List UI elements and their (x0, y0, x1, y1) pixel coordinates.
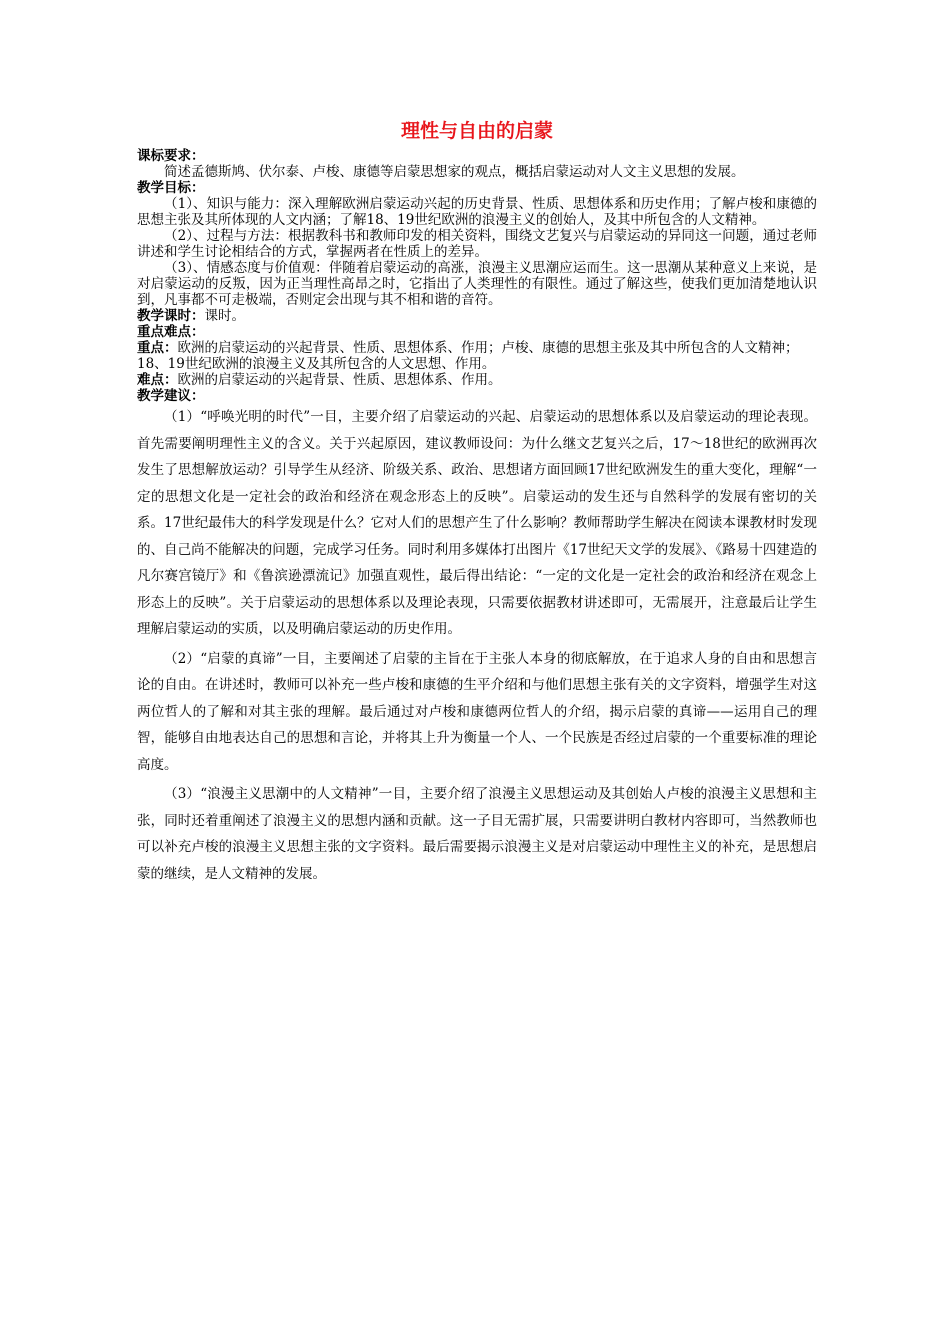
advice-2: （2）“启蒙的真谛”一目，主要阐述了启蒙的主旨在于主张人本身的彻底解放，在于追求人身的自由和思想言论的自由。在讲述时，教师可以补充一些卢梭和康德的生平介绍和与他们思想主张有关的文字资料，增强学生对这两位哲人的了解和对其主张的理解。最后通过对卢梭和康德两位哲人的介绍，揭示启蒙的真谛——运用自己的理智，能够自由地表达自己的思想和言论，并将其上升为衡量一个人、一个民族是否经过启蒙的一个重要标准的理论高度。 (137, 650, 817, 773)
goal-2: （2）、过程与方法：根据教科书和教师印发的相关资料，围绕文艺复兴与启蒙运动的异同这一问题，通过老师讲述和学生讨论相结合的方式，掌握两者在性质上的差异。 (137, 228, 817, 260)
difficult-point-label: 难点： (137, 372, 178, 388)
advice-3: （3）“浪漫主义思潮中的人文精神”一目，主要介绍了浪漫主义思想运动及其创始人卢梭的浪漫主义思想和主张，同时还着重阐述了浪漫主义的思想内涵和贡献。这一子目无需扩展，只需要讲明白教材内容即可，当然教师也可以补充卢梭的浪漫主义思想主张的文字资料。最后需要揭示浪漫主义是对启蒙运动中理性主义的补充，是思想启蒙的继续，是人文精神的发展。 (137, 786, 817, 882)
advice-1: （1）“呼唤光明的时代”一目，主要介绍了启蒙运动的兴起、启蒙运动的思想体系以及启蒙运动的理论表现。首先需要阐明理性主义的含义。关于兴起原因，建议教师设问：为什么继文艺复兴之后，17～18世纪的欧洲再次发生了思想解放运动？引导学生从经济、阶级关系、政治、思想诸方面回顾17世纪欧洲发生的重大变化，理解“一定的思想文化是一定社会的政治和经济在观念形态上的反映”。启蒙运动的发生还与自然科学的发展有密切的关系。17世纪最伟大的科学发现是什么？它对人们的思想产生了什么影响？教师帮助学生解决在阅读本课教材时发现的、自己尚不能解决的问题，完成学习任务。同时利用多媒体打出图片《17世纪天文学的发展》、《路易十四建造的凡尔赛宫镜厅》和《鲁滨逊漂流记》加强直观性，最后得出结论：“一定的文化是一定社会的政治和经济在观念上形态上的反映”。关于启蒙运动的思想体系以及理论表现，只需要依据教材讲述即可，无需展开，注意最后让学生理解启蒙运动的实质，以及明确启蒙运动的历史作用。 (137, 409, 817, 637)
key-points-heading: 重点难点： (137, 324, 205, 340)
difficult-point-text: 欧洲的启蒙运动的兴起背景、性质、思想体系、作用。 (177, 372, 502, 388)
goal-3: （3）、情感态度与价值观：伴随着启蒙运动的高涨，浪漫主义思潮应运而生。这一思潮从某种意义上来说，是对启蒙运动的反叛，因为正当理性高昂之时，它指出了人类理性的有限性。通过了解这些，使我们更加清楚地认识到，凡事都不可走极端，否则定会出现与其不相和谐的音符。 (137, 260, 817, 308)
standard-text: 简述孟德斯鸠、伏尔泰、卢梭、康德等启蒙思想家的观点，概括启蒙运动对人文主义思想的发展。 (164, 164, 745, 180)
hours-text: 课时。 (204, 308, 245, 324)
goals-heading: 教学目标： (137, 180, 205, 196)
difficult-point-line (137, 372, 817, 388)
page-title: 理性与自由的启蒙 (400, 120, 553, 142)
hours-line (137, 308, 817, 324)
key-point-text: 欧洲的启蒙运动的兴起背景、性质、思想体系、作用；卢梭、康德的思想主张及其中所包含的人文精神；18、19世纪欧洲的浪漫主义及其所包含的人文思想、作用。 (137, 340, 799, 372)
standard-heading: 课标要求： (137, 148, 205, 164)
document-page (137, 118, 817, 890)
hours-heading: 教学课时： (137, 308, 205, 324)
key-point-line (137, 340, 817, 372)
advice-heading: 教学建议： (137, 388, 205, 404)
key-point-label: 重点： (137, 340, 178, 356)
goal-1: （1）、知识与能力：深入理解欧洲启蒙运动兴起的历史背景、性质、思想体系和历史作用；了解卢梭和康德的思想主张及其所体现的人文内涵；了解18、19世纪欧洲的浪漫主义的创始人，及其中所包含的人文精神。 (137, 196, 817, 228)
